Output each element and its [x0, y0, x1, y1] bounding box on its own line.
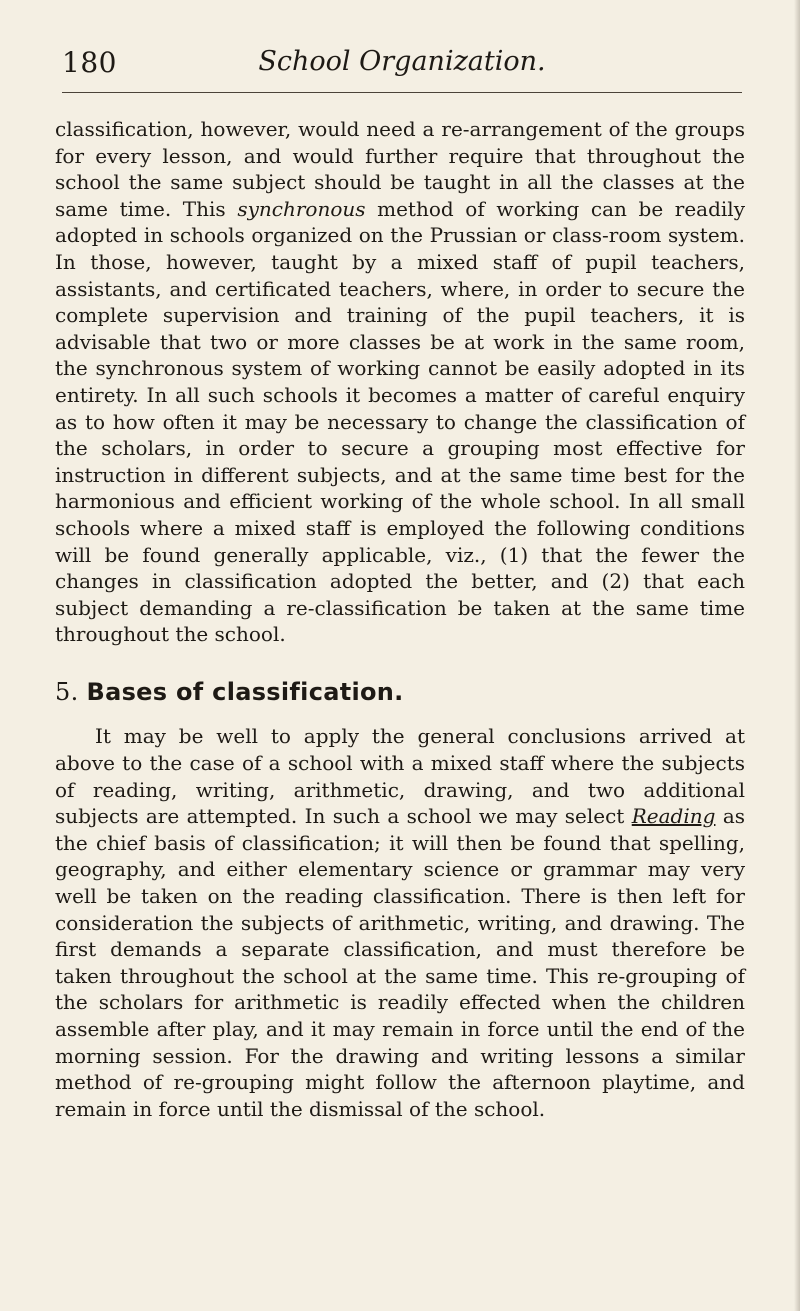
paragraph-continued	[55, 116, 745, 648]
section-heading	[55, 679, 745, 706]
section-number: 5.	[55, 677, 79, 706]
header-rule	[62, 92, 742, 93]
page-edge-shadow	[794, 0, 800, 1311]
paragraph-text: method of working can be readily adopted in schools organized on the Prussian or class-room system. In those, however, taught by a mixed staff of pupil teachers, assistants, and certificated teachers, where, in order to secure the complete supervision and training of the pupil teachers, it is advisable that two or more classes be at work in the same room, the synchronous system of working cannot be easily adopted in its entirety. In all such schools it becomes a matter of careful enquiry as to how often it may be necessary to change the classification of the scholars, in order to secure a grouping most effective for instruction in different subjects, and at the same time best for the harmonious and efficient working of the whole school. In all small schools where a mixed staff is employed the following conditions will be found generally applicable, viz., (1) that the fewer the changes in classification adopted the better, and (2) that each subject demanding a re-classification be taken at the same time throughout the school.	[55, 196, 745, 647]
page-number: 180	[62, 46, 117, 79]
emphasis-reading: Reading	[631, 804, 716, 829]
page-header	[62, 40, 742, 94]
paragraph-text: It may be well to apply the general conclusions arrived at above to the case of a school with a mixed staff where the subjects of reading, writing, arithmetic, drawing, and two additional subjects are attempted. In such a school we may select	[55, 724, 745, 829]
running-title: School Organization.	[258, 46, 546, 77]
section-title: Bases of classification.	[86, 677, 404, 706]
emphasis-synchronous: synchronous	[237, 196, 366, 221]
paragraph-text: classification, however, would need a re-arrangement of the groups for every lesson, and would further require that throughout the school the same subject should be taught in all the classes at the same time. This	[55, 117, 745, 221]
paragraph	[55, 723, 745, 1122]
body-text	[55, 116, 745, 1122]
paragraph-text: as the chief basis of classification; it will then be found that spelling, geography, and either elementary science or grammar may very well be taken on the reading classification. There is then left for consideration the subjects of arithmetic, writing, and drawing. The first demands a separate classification, and must therefore be taken throughout the school at the same time. This re-grouping of the scholars for arithmetic is readily effected when the children assemble after play, and it may remain in force until the end of the morning session. For the drawing and writing lessons a similar method of re-grouping might follow the afternoon playtime, and remain in force until the dismissal of the school.	[55, 804, 746, 1121]
